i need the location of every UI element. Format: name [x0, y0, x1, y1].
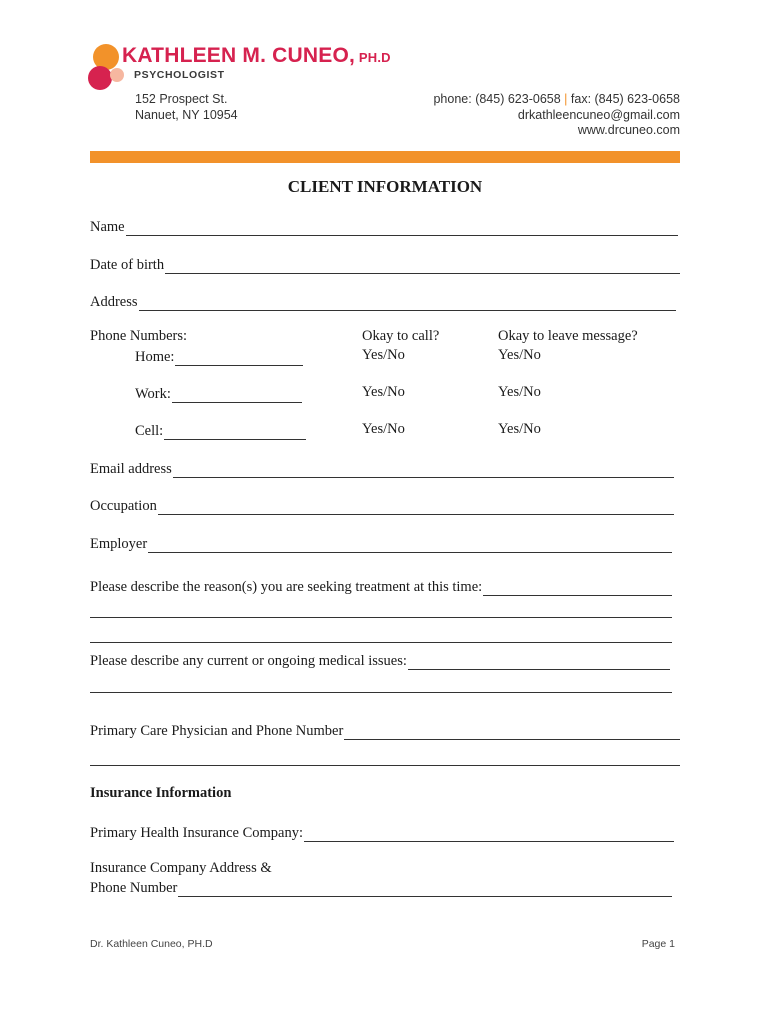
name-line[interactable]: [126, 221, 678, 236]
insurance-phone-field[interactable]: [90, 877, 672, 897]
email-label: Email address: [90, 461, 172, 477]
cell-phone-field[interactable]: [135, 420, 306, 440]
employer-line[interactable]: [148, 538, 672, 553]
physician-line[interactable]: [344, 725, 680, 740]
cell-line[interactable]: [164, 425, 306, 440]
name-label: Name: [90, 219, 125, 235]
medical-label: Please describe any current or ongoing medical issues:: [90, 653, 407, 669]
phone-fax: phone: (845) 623-0658 | fax: (845) 623-0658: [433, 92, 680, 106]
medical-line[interactable]: [408, 655, 670, 670]
insurance-phone-line[interactable]: [178, 882, 672, 897]
office-address: [135, 92, 238, 123]
practice-subtitle: PSYCHOLOGIST: [134, 69, 225, 81]
form-title: CLIENT INFORMATION: [287, 177, 483, 196]
home-line[interactable]: [175, 351, 303, 366]
name-field[interactable]: [90, 216, 678, 236]
occupation-label: Occupation: [90, 498, 157, 514]
employer-label: Employer: [90, 536, 148, 552]
accent-bar: [90, 151, 680, 163]
okay-message-heading: Okay to leave message?: [498, 328, 638, 344]
physician-extra-line[interactable]: [90, 765, 680, 766]
home-call-option[interactable]: Yes/No: [362, 347, 405, 363]
website-text: www.drcuneo.com: [577, 123, 680, 137]
occupation-line[interactable]: [158, 500, 674, 515]
insurance-company-line[interactable]: [304, 827, 674, 842]
insurance-phone-label: Phone Number: [90, 880, 178, 896]
email-line[interactable]: [173, 463, 674, 478]
home-phone-field[interactable]: [135, 346, 303, 366]
work-line[interactable]: [172, 388, 302, 403]
email-field[interactable]: [90, 458, 674, 478]
cell-call-option[interactable]: Yes/No: [362, 421, 405, 437]
work-phone-field[interactable]: [135, 383, 302, 403]
phone-heading: Phone Numbers:: [90, 328, 188, 344]
reason-extra-line-1[interactable]: [90, 617, 672, 618]
address-label: Address: [90, 294, 138, 310]
address-line[interactable]: [139, 296, 676, 311]
insurance-company-field[interactable]: [90, 822, 674, 842]
work-call-option[interactable]: Yes/No: [362, 384, 405, 400]
okay-call-heading: Okay to call?: [362, 328, 440, 344]
address-line1: 152 Prospect St.: [135, 92, 228, 106]
medical-field[interactable]: [90, 650, 670, 670]
reason-line[interactable]: [483, 581, 672, 596]
contact-info: [433, 92, 680, 139]
address-field[interactable]: [90, 291, 676, 311]
insurance-address-label: Insurance Company Address &: [90, 860, 272, 876]
dob-field[interactable]: [90, 254, 680, 274]
home-message-option[interactable]: Yes/No: [498, 347, 541, 363]
reason-extra-line-2[interactable]: [90, 642, 672, 643]
work-label: Work:: [135, 386, 171, 402]
dob-label: Date of birth: [90, 257, 165, 273]
footer-author: Dr. Kathleen Cuneo, PH.D: [90, 938, 213, 950]
occupation-field[interactable]: [90, 495, 674, 515]
email-text: drkathleencuneo@gmail.com: [517, 107, 680, 122]
physician-label: Primary Care Physician and Phone Number: [90, 723, 344, 739]
reason-label: Please describe the reason(s) you are seeking treatment at this time:: [90, 579, 483, 595]
address-line2: Nanuet, NY 10954: [135, 107, 238, 122]
employer-field[interactable]: [90, 533, 672, 553]
cell-message-option[interactable]: Yes/No: [498, 421, 541, 437]
medical-extra-line[interactable]: [90, 692, 672, 693]
reason-field[interactable]: [90, 576, 672, 596]
home-label: Home:: [135, 349, 175, 365]
cell-label: Cell:: [135, 423, 164, 439]
footer-page-number: Page 1: [641, 938, 675, 950]
work-message-option[interactable]: Yes/No: [498, 384, 541, 400]
insurance-company-label: Primary Health Insurance Company:: [90, 825, 304, 841]
dob-line[interactable]: [165, 259, 680, 274]
physician-field[interactable]: [90, 720, 680, 740]
practice-name: KATHLEEN M. CUNEO, PH.D: [122, 44, 391, 67]
insurance-heading: Insurance Information: [90, 785, 232, 801]
